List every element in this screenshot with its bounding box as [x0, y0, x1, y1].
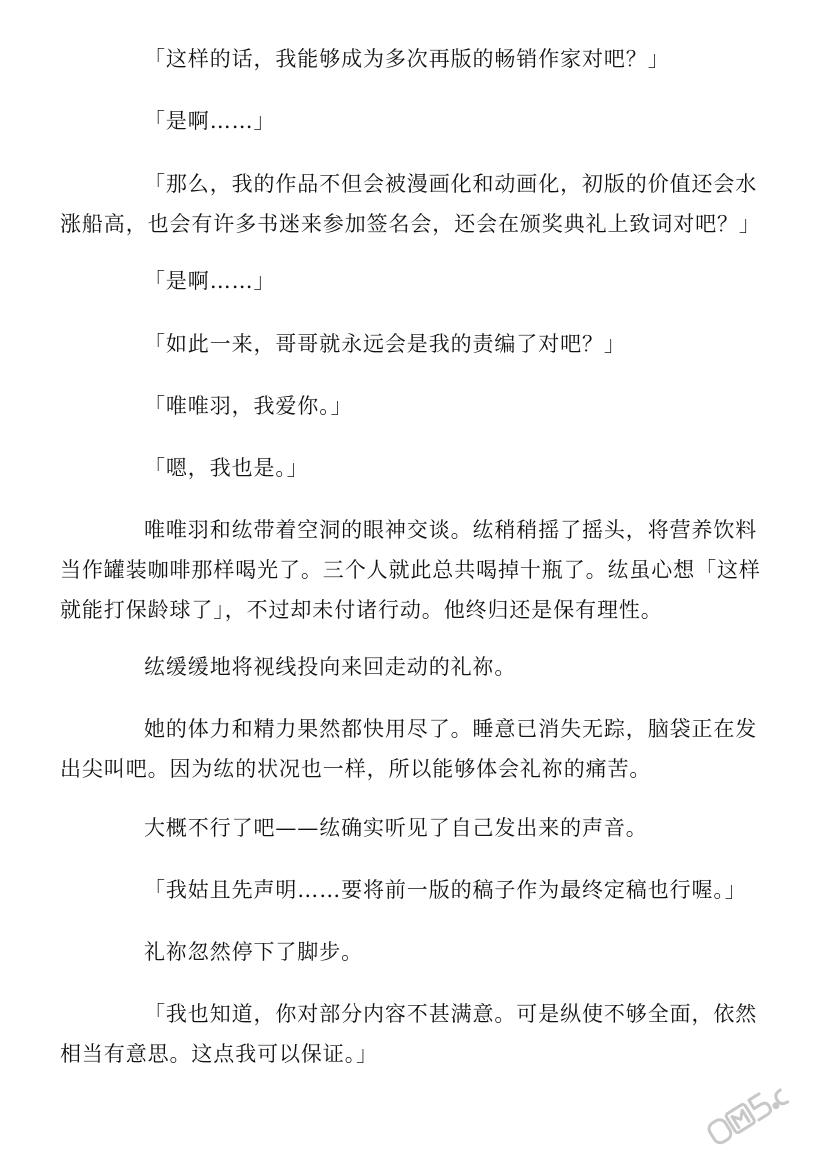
paragraph-5: 「如此一来，哥哥就永远会是我的责编了对吧？」 [144, 332, 626, 356]
dm5-logo-icon [696, 1073, 806, 1153]
paragraph-10: 她的体力和精力果然都快用尽了。睡意已消失无踪，脑袋正在发出尖叫吧。因为纮的状况也一样，所以能够体会礼祢的痛苦。 [60, 717, 758, 781]
paragraph-3: 「那么，我的作品不但会被漫画化和动画化，初版的价值还会水涨船高，也会有许多书迷来参加签名会，还会在颁奖典礼上致词对吧？」 [60, 172, 761, 236]
paragraph-6: 「唯唯羽，我爱你。」 [144, 394, 353, 418]
paragraph-4: 「是啊……」 [144, 269, 276, 293]
paragraph-12: 「我姑且先声明……要将前一版的稿子作为最终定稿也行喔。」 [144, 878, 747, 902]
paragraph-14: 「我也知道，你对部分内容不甚满意。可是纵使不够全面，依然相当有意思。这点我可以保证。」 [60, 1002, 758, 1066]
paragraph-13: 礼祢忽然停下了脚步。 [144, 940, 363, 964]
paragraph-9: 纮缓缓地将视线投向来回走动的礼祢。 [144, 655, 517, 679]
paragraph-7: 「嗯，我也是。」 [144, 456, 309, 480]
paragraph-8: 唯唯羽和纮带着空洞的眼神交谈。纮稍稍摇了摇头，将营养饮料当作罐装咖啡那样喝光了。三个人就此总共喝掉十瓶了。纮虽心想「这样就能打保龄球了」，不过却未付诸行动。他终归还是保有理性。 [60, 518, 761, 622]
watermark [696, 1073, 806, 1153]
paragraph-1: 「这样的话，我能够成为多次再版的畅销作家对吧？」 [144, 47, 670, 71]
paragraph-2: 「是啊……」 [144, 109, 276, 133]
paragraph-11: 大概不行了吧——纮确实听见了自己发出来的声音。 [144, 816, 648, 840]
